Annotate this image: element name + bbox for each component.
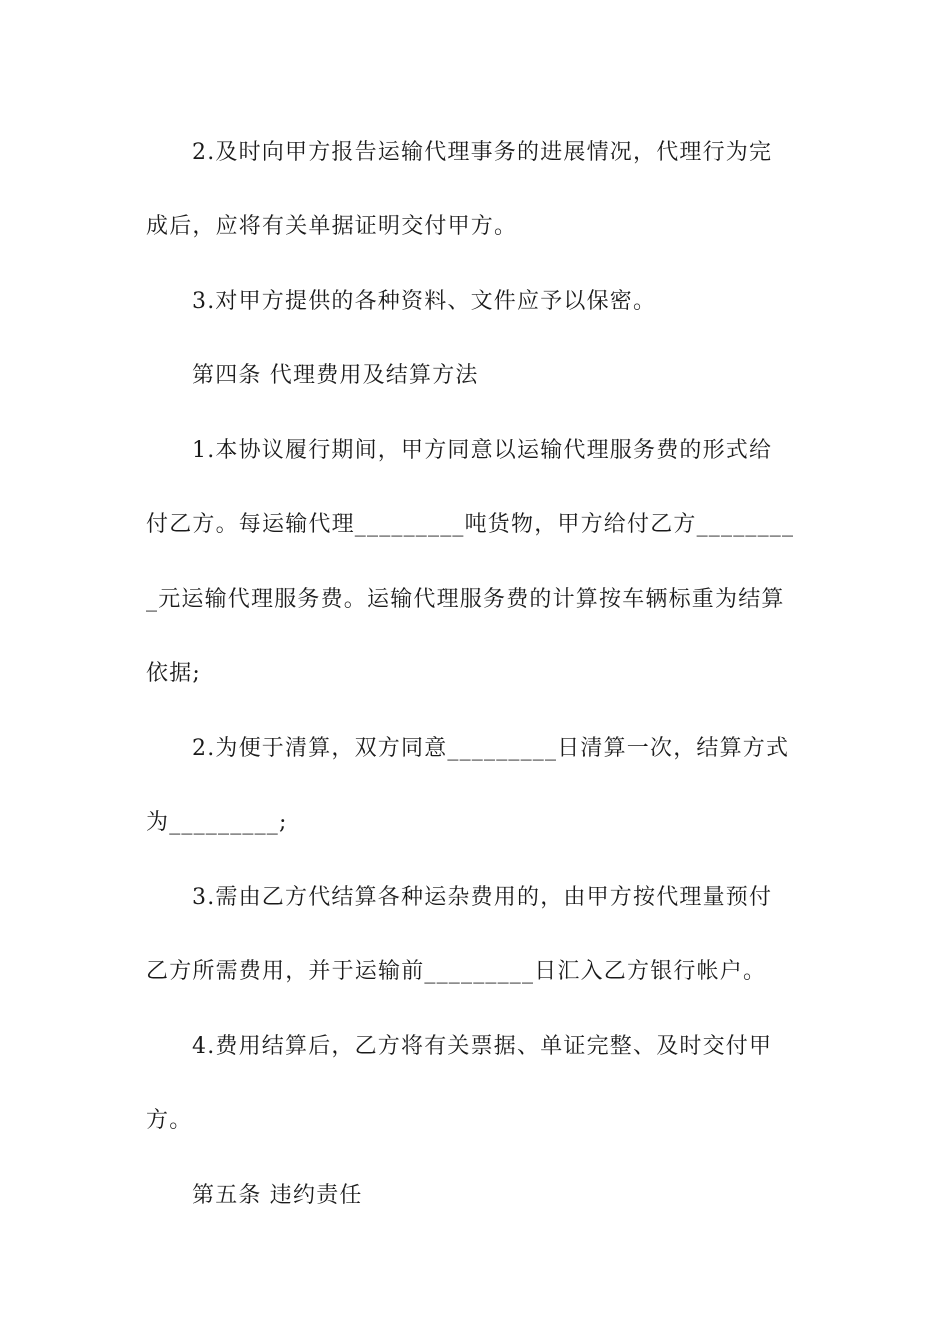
text-line: 依据; xyxy=(146,661,202,686)
text-line: 3.需由乙方代结算各种运杂费用的，由甲方按代理量预付 xyxy=(192,885,773,910)
text-line: 3.对甲方提供的各种资料、文件应予以保密。 xyxy=(192,289,657,314)
text-line: 2.为便于清算，双方同意_________日清算一次，结算方式 xyxy=(192,736,790,761)
section-heading: 第四条 代理费用及结算方法 xyxy=(192,363,479,388)
text-line: _元运输代理服务费。运输代理服务费的计算按车辆标重为结算 xyxy=(146,587,785,612)
text-line: 成后，应将有关单据证明交付甲方。 xyxy=(146,214,518,239)
text-line: 2.及时向甲方报告运输代理事务的进展情况，代理行为完 xyxy=(192,140,773,165)
section-heading: 第五条 违约责任 xyxy=(192,1183,363,1208)
text-line: 乙方所需费用，并于运输前_________日汇入乙方银行帐户。 xyxy=(146,959,767,984)
text-line: 4.费用结算后，乙方将有关票据、单证完整、及时交付甲 xyxy=(192,1034,773,1059)
text-line: 付乙方。每运输代理_________吨货物，甲方给付乙方________ xyxy=(146,512,795,537)
text-line: 1.本协议履行期间，甲方同意以运输代理服务费的形式给 xyxy=(192,438,773,463)
text-line: 方。 xyxy=(146,1108,193,1133)
text-line: 为_________; xyxy=(146,810,288,835)
